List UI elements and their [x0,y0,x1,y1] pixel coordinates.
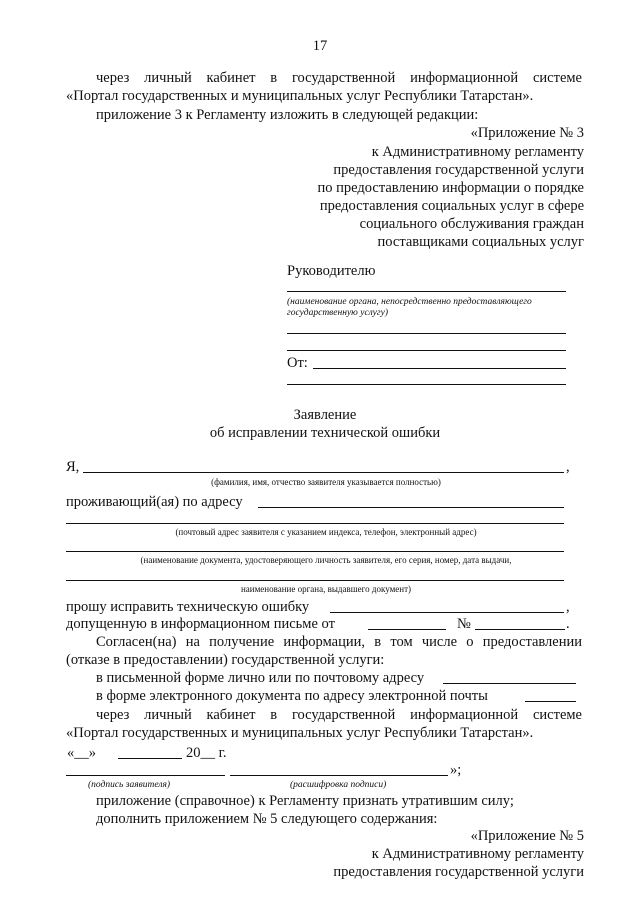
addressee-line[interactable] [287,350,566,351]
consent-line-1: Согласен(на) на получение информации, в том числе о предоставлении [96,634,582,650]
decode-hint: (расшифровка подписи) [290,780,387,790]
id-doc-line-2[interactable] [66,580,564,581]
postal-hint: (почтовый адрес заявителя с указанием индекса, телефон, электронный адрес) [175,527,477,537]
letter-number-line[interactable] [475,629,565,630]
date-month-line[interactable] [118,758,182,759]
address-label: проживающий(ая) по адресу [66,494,243,510]
from-label: От: [287,355,308,371]
intro-line-2: «Портал государственных и муниципальных услуг Республики Татарстан». [66,88,534,104]
id-doc-hint: (наименование документа, удостоверяющего личность заявителя, его серия, номер, дата выдачи, [140,555,512,565]
date-year: 20__ г. [186,745,227,761]
document-subtitle: об исправлении технической ошибки [209,425,441,441]
email-line[interactable] [525,701,576,702]
annex3-header-line: «Приложение № 3 [470,125,584,141]
fix-label: прошу исправить техническую ошибку [66,599,310,615]
addressee-to: Руководителю [287,263,376,279]
id-doc-line[interactable] [66,551,564,552]
comma: , [566,459,570,475]
annex5-header-line: «Приложение № 5 [470,828,584,844]
option-cabinet-2: «Портал государственных и муниципальных услуг Республики Татарстан». [66,725,534,741]
letter-date-line[interactable] [368,629,446,630]
from-line-2[interactable] [287,384,566,385]
document-title: Заявление [293,407,357,423]
letter-label: допущенную в информационном письме от [66,616,335,632]
fio-line[interactable] [83,472,564,473]
number-sign: № [457,616,471,632]
fio-hint: (фамилия, имя, отчество заявителя указывается полностью) [211,477,441,487]
postal-address-line[interactable] [443,683,576,684]
annex5-header-line: предоставления государственной услуги [333,864,584,880]
annex3-header-line: социального обслуживания граждан [359,216,584,232]
addressee-line[interactable] [287,333,566,334]
id-doc-hint-2: наименование органа, выдавшего документ) [240,584,412,594]
consent-line-2: (отказе в предоставлении) государственной услуги: [66,652,385,668]
addressee-org-hint: (наименование органа, непосредственно предоставляющего [287,297,532,307]
intro-line-3: приложение 3 к Регламенту изложить в следующей редакции: [96,107,479,123]
comma: , [566,599,570,615]
annex3-header-line: к Административному регламенту [371,144,584,160]
annex3-header-line: предоставления государственной услуги [333,162,584,178]
annex3-header-line: предоставления социальных услуг в сфере [319,198,584,214]
addressee-org-line[interactable] [287,291,566,292]
address-line-2[interactable] [66,523,564,524]
outro-line-1: приложение (справочное) к Регламенту признать утратившим силу; [96,793,514,809]
annex3-header-line: по предоставлению информации о порядке [317,180,584,196]
option-cabinet-1: через личный кабинет в государственной информационной системе [96,707,582,723]
period: . [566,616,570,632]
outro-line-2: дополнить приложением № 5 следующего содержания: [96,811,438,827]
from-line[interactable] [313,368,566,369]
address-line[interactable] [258,507,564,508]
option-paper: в письменной форме лично или по почтовому адресу [96,670,425,686]
option-email: в форме электронного документа по адресу электронной почты [96,688,488,704]
page-number: 17 [312,38,328,54]
i-label: Я, [66,459,80,475]
sign-end: »; [450,762,462,778]
fix-line[interactable] [330,612,564,613]
annex5-header-line: к Административному регламенту [371,846,584,862]
signature-line[interactable] [66,775,225,776]
addressee-org-hint: государственную услугу) [287,308,388,318]
annex3-header-line: поставщиками социальных услуг [377,234,584,250]
intro-line-1: через личный кабинет в государственной информационной системе [96,70,582,86]
signature-decode-line[interactable] [230,775,448,776]
date-day: «__» [67,745,96,761]
signature-hint: (подпись заявителя) [88,780,171,790]
